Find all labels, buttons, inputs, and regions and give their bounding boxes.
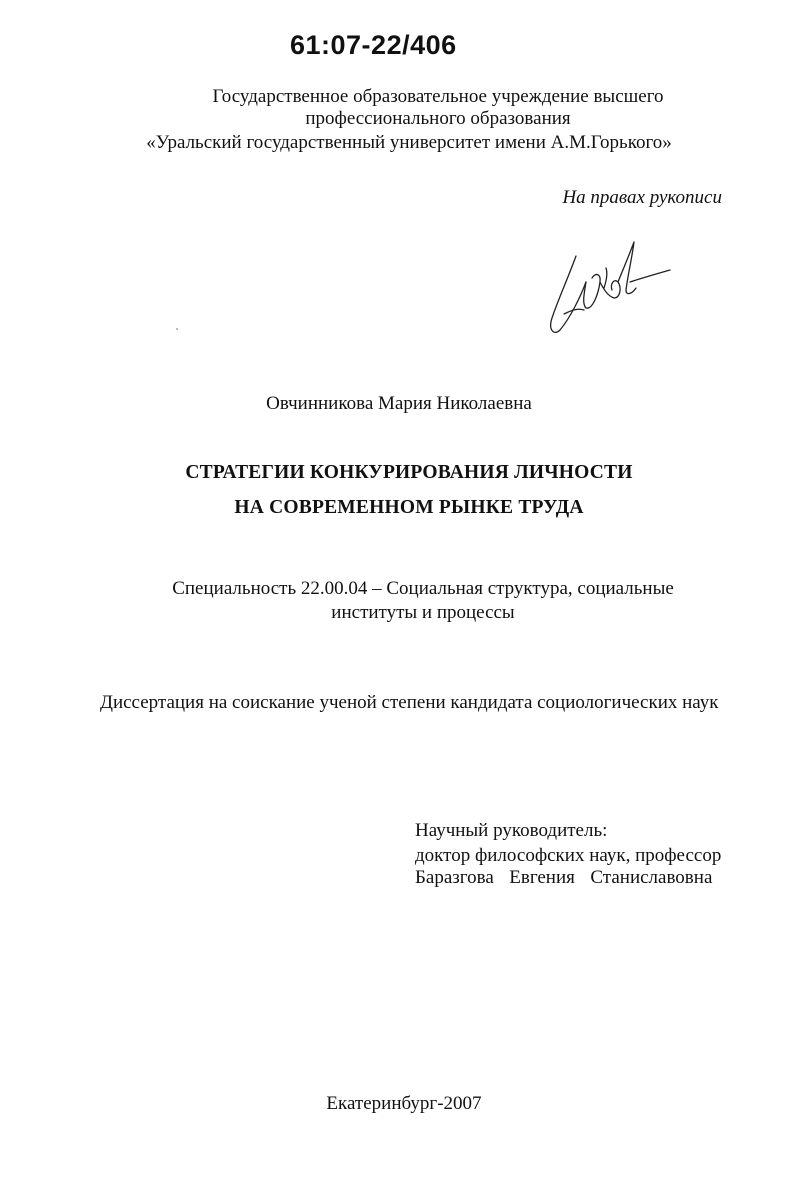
specialty-line-1: Специальность 22.00.04 – Социальная структура, социальные — [172, 578, 674, 599]
institution-line-1: Государственное образовательное учреждение высшего — [212, 86, 664, 107]
supervisor-heading: Научный руководитель: — [415, 820, 608, 841]
catalog-stamp-number: 61:07-22/406 — [290, 30, 457, 60]
supervisor-degree: доктор философских наук, профессор — [415, 845, 722, 866]
handwritten-signature — [546, 238, 676, 340]
specialty-line-2: институты и процессы — [331, 602, 515, 623]
supervisor-name: Баразгова Евгения Станиславовна — [415, 867, 713, 888]
dissertation-title-line-2: НА СОВРЕМЕННОМ РЫНКЕ ТРУДА — [234, 497, 584, 518]
author-name: Овчинникова Мария Николаевна — [266, 393, 532, 414]
city-year: Екатеринбург-2007 — [326, 1093, 482, 1114]
dissertation-statement: Диссертация на соискание ученой степени кандидата социологических наук — [100, 692, 719, 713]
institution-line-2: профессионального образования — [305, 108, 571, 129]
dissertation-title-line-1: СТРАТЕГИИ КОНКУРИРОВАНИЯ ЛИЧНОСТИ — [185, 462, 633, 483]
manuscript-rights-note: На правах рукописи — [562, 187, 722, 208]
paper-speck — [176, 328, 178, 330]
institution-line-3: «Уральский государственный университет имени А.М.Горького» — [146, 132, 672, 153]
